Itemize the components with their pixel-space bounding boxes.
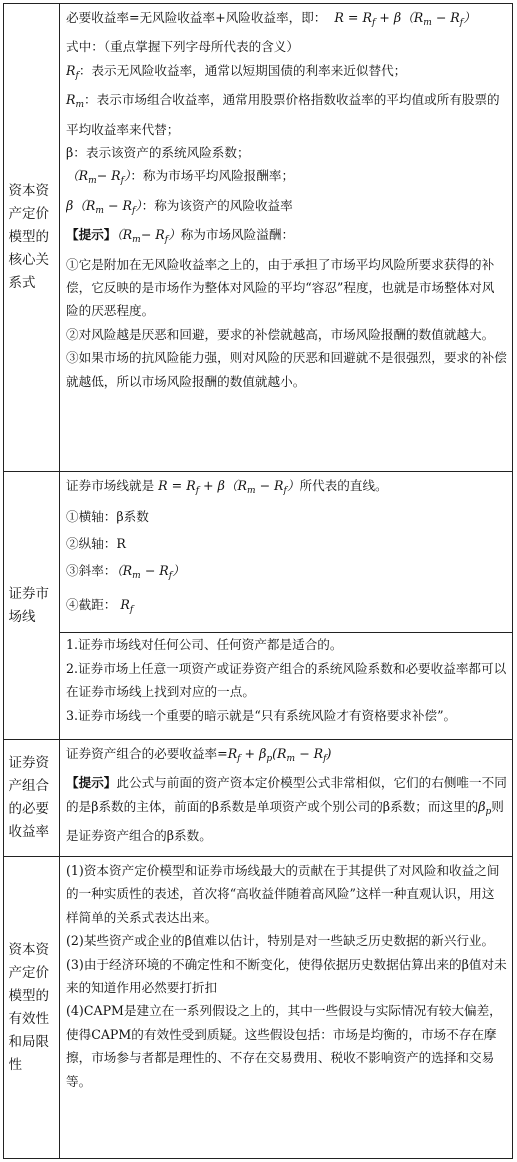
row-sml <box>4 472 512 740</box>
sml-item-x: ①横轴：β系数 <box>66 509 149 525</box>
row-label: 证券资产组合的必要收益率 <box>4 740 60 856</box>
sml-note-2: 2.证券市场上任意一项资产或证券资产组合的系统风险系数和必要收益率都可以在证券市场线上找到对应的一点。 <box>66 660 507 700</box>
sml-item-y: ②纵轴：R <box>66 536 126 552</box>
capm-formula: $R = R_f + \beta(R_m - R_f)$ <box>330 10 476 28</box>
limit-point-3: (3)由于经济环境的不确定性和不断变化，使得依据历史数据估算出来的β值对未来的知道作用必然要打折扣 <box>66 956 507 996</box>
sml-item-intercept: ④截距： $R_f$ <box>66 597 134 616</box>
row-content <box>60 472 512 739</box>
portfolio-formula: 证券资产组合的必要收益率$=R_f + \beta_p(R_m - R_f)$ <box>66 746 332 764</box>
limit-point-2: (2)某些资产或企业的β值难以估计，特别是对一些缺乏历史数据的新兴行业。 <box>66 933 495 949</box>
limit-point-1: (1)资本资产定价模型和证券市场线最大的贡献在于其提供了对风险和收益之间的一种实质性的表述，首次将“高收益伴随着高风险”这样一种直观认识，用这样简单的关系式表达出来。 <box>66 863 500 925</box>
tip-line: 【提示】$(R_m- R_f)$称为市场风险溢酬： <box>66 227 295 246</box>
row-portfolio-return <box>4 740 512 857</box>
row-label: 资本资产定价模型的有效性和局限性 <box>4 857 60 1158</box>
definition-market-premium: $(R_m- R_f)$：称为市场平均风险报酬率； <box>66 168 295 187</box>
portfolio-tip: 【提示】此公式与前面的资产资本定价模型公式非常相似，它们的右侧唯一不同的是β系数的主体，前面的β系数是单项资产或个别公司的β系数；而这里的$\beta_p$则是证券资产组合的β系数。 <box>66 775 507 844</box>
formula-line: 必要收益率=无风险收益率+风险收益率，即： $R = R_f + \beta(R_m - R_f)$ <box>66 10 476 28</box>
row-capm-core <box>4 4 512 472</box>
capm-table <box>3 3 513 1159</box>
definition-rf: $R_f$：表示无风险收益率，通常以短期国债的利率来近似替代； <box>66 62 407 81</box>
sml-item-slope: ③斜率：$(R_m - R_f)$ <box>66 563 185 582</box>
sml-intro: 证券市场线就是 $R = R_f + \beta(R_m - R_f)$所代表的直线。 <box>66 478 388 496</box>
row-content <box>60 857 512 1158</box>
limit-point-4: (4)CAPM是建立在一系列假设之上的，其中一些假设与实际情况有较大偏差，使得CAPM的有效性受到质疑。这些假设包括：市场是均衡的，市场不存在摩擦，市场参与者都是理性的、不存在交易费用、税收不影响资产的选择和交易等。 <box>66 1003 502 1089</box>
row-capm-limits <box>4 857 512 1158</box>
row-content <box>60 4 512 471</box>
sml-note-3: 3.证券市场线一个重要的暗示就是“只有系统风险才有资格要求补偿”。 <box>66 707 457 723</box>
row-label: 资本资产定价模型的核心关系式 <box>4 4 60 471</box>
sml-note-1: 1.证券市场线对任何公司、任何资产都是适合的。 <box>66 637 343 653</box>
point-1: ①它是附加在无风险收益率之上的，由于承担了市场平均风险所要求获得的补偿，它反映的是市场作为整体对风险的平均“容忍”程度，也就是市场整体对风险的厌恶程度。 <box>66 256 495 319</box>
definition-intro: 式中：（重点掌握下列字母所代表的含义） <box>66 39 299 55</box>
row-label: 证券市场线 <box>4 472 60 739</box>
definition-risk-return: $\beta(R_m - R_f)$：称为该资产的风险收益率 <box>66 197 293 216</box>
point-3: ③如果市场的抗风险能力强，则对风险的厌恶和回避就不是很强烈，要求的补偿就越低，所以市场风险报酬的数值就越小。 <box>66 350 507 389</box>
point-2: ②对风险越是厌恶和回避，要求的补偿就越高，市场风险报酬的数值就越大。 <box>66 326 495 342</box>
definition-beta: β：表示该资产的系统风险系数； <box>66 145 250 161</box>
row-content <box>60 740 512 856</box>
definition-rm: $R_m$：表示市场组合收益率，通常用股票价格指数收益率的平均值或所有股票的平均收益率来代替； <box>66 92 500 137</box>
